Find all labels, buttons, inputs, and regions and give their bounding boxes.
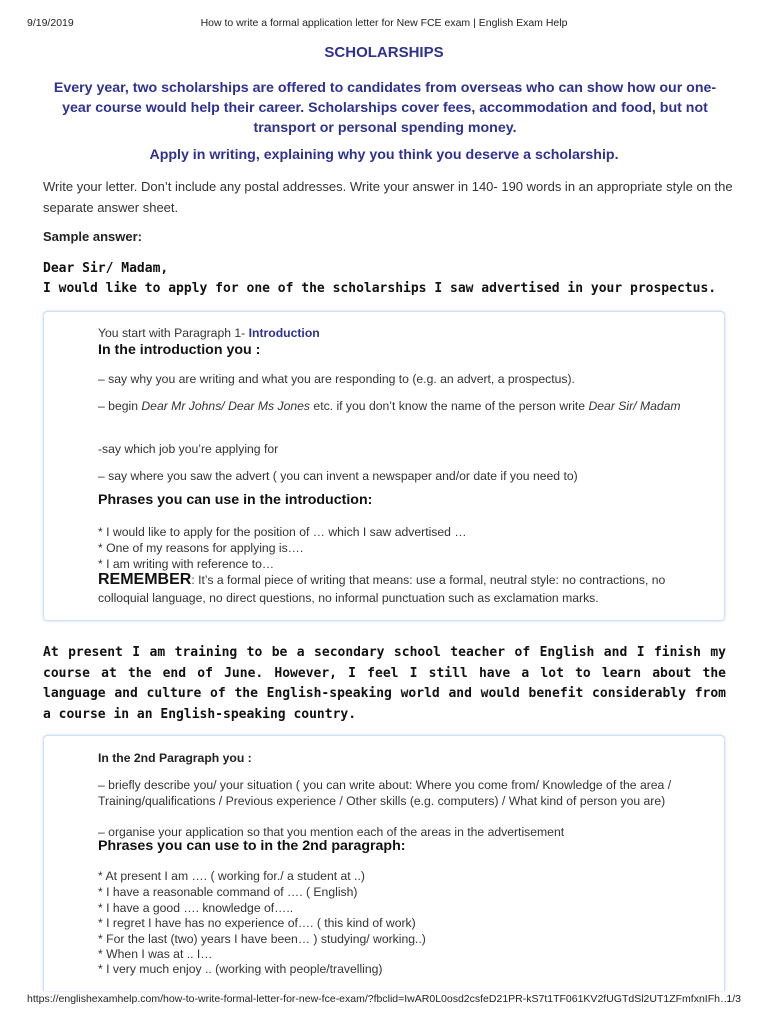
letter-opening (43, 259, 716, 299)
task-title: SCHOLARSHIPS (324, 44, 444, 61)
intro-point-1: – say why you are writing and what you are responding to (e.g. an advert, a prospectus). (98, 372, 575, 386)
remember-label: REMEMBER (98, 571, 192, 588)
intro-point-4: – say where you saw the advert ( you can invent a newspaper and/or date if you need to) (98, 469, 578, 483)
intro-phrases-heading: Phrases you can use in the introduction: (98, 492, 373, 508)
p2-point-1: – briefly describe you/ your situation ( you can write about: Where you come from/ Knowledge of the area / Training/qualifications / Previous experience / Other skills (e.g. computers) / What kind of person you are) (98, 778, 672, 808)
p2-phrase-6: * When I was at .. I… (98, 947, 213, 961)
opening-sentence: I would like to apply for one of the scholarships I saw advertised in your prospectus. (43, 281, 717, 296)
p2-point-2: – organise your application so that you mention each of the areas in the advertisement (98, 825, 565, 839)
salutation: Dear Sir/ Madam, (43, 261, 169, 276)
p2-phrase-3: * I have a good …. knowledge of….. (98, 901, 294, 915)
p2-phrase-7: * I very much enjoy .. (working with people/travelling) (98, 962, 383, 976)
intro-phrase-3: * I am writing with reference to… (98, 557, 275, 571)
introduction-heading: In the introduction you : (98, 342, 261, 358)
task-details: Write your letter. Don’t include any postal addresses. Write your answer in 140- 190 words in an appropriate style on the separate answer sheet. (43, 179, 733, 215)
p2-phrase-4: * I regret I have has no experience of…. ( this kind of work) (98, 916, 416, 930)
p2-phrase-1: * At present I am …. ( working for./ a student at ..) (98, 869, 365, 883)
print-date: 9/19/2019 (27, 17, 74, 29)
p2-phrase-5: * For the last (two) years I have been… ) studying/ working..) (98, 932, 426, 946)
paragraph1-lead: You start with Paragraph 1- Introduction (98, 326, 320, 340)
task-description: Every year, two scholarships are offered to candidates from overseas who can show how our one-year course would help their career. Scholarships cover fees, accommodation and food, but not transport or personal spending money. (53, 80, 717, 136)
intro-phrase-2: * One of my reasons for applying is…. (98, 541, 304, 555)
p2-phrase-2: * I have a reasonable command of …. ( English) (98, 885, 358, 899)
intro-point-3: -say which job you’re applying for (98, 442, 279, 456)
intro-point-2: – begin Dear Mr Johns/ Dear Ms Jones etc. if you don’t know the name of the person write Dear Sir/ Madam (98, 399, 681, 413)
sample-answer-label: Sample answer: (43, 229, 142, 244)
page-number: 1/3 (726, 993, 741, 1005)
introduction-link[interactable]: Introduction (248, 326, 320, 340)
paragraph2-heading: In the 2nd Paragraph you : (98, 751, 252, 765)
remember-note: REMEMBER: It’s a formal piece of writing that means: use a formal, neutral style: no contractions, no colloquial language, no direct questions, no informal punctuation such as exclamation marks. (98, 571, 666, 605)
intro-phrase-1: * I would like to apply for the position of … which I saw advertised … (98, 525, 467, 539)
print-page-title: How to write a formal application letter for New FCE exam | English Exam Help (200, 17, 568, 29)
print-url[interactable]: https://englishexamhelp.com/how-to-write-formal-letter-for-new-fce-exam/?fbclid=IwAR0L0osd2csfeD21PR-kS7t1TF061KV2fUGTdSl2UT1ZFmfxnIFh… (27, 993, 731, 1005)
p2-phrases-heading: Phrases you can use to in the 2nd paragraph: (98, 838, 406, 854)
task-instruction: Apply in writing, explaining why you think you deserve a scholarship. (149, 147, 619, 163)
letter-paragraph-2: At present I am training to be a secondary school teacher of English and I finish my course at the end of June. However, I feel I still have a lot to learn about the language and culture of the English-speaking world and would benefit considerably from a course in an English-speaking country. (43, 645, 726, 722)
